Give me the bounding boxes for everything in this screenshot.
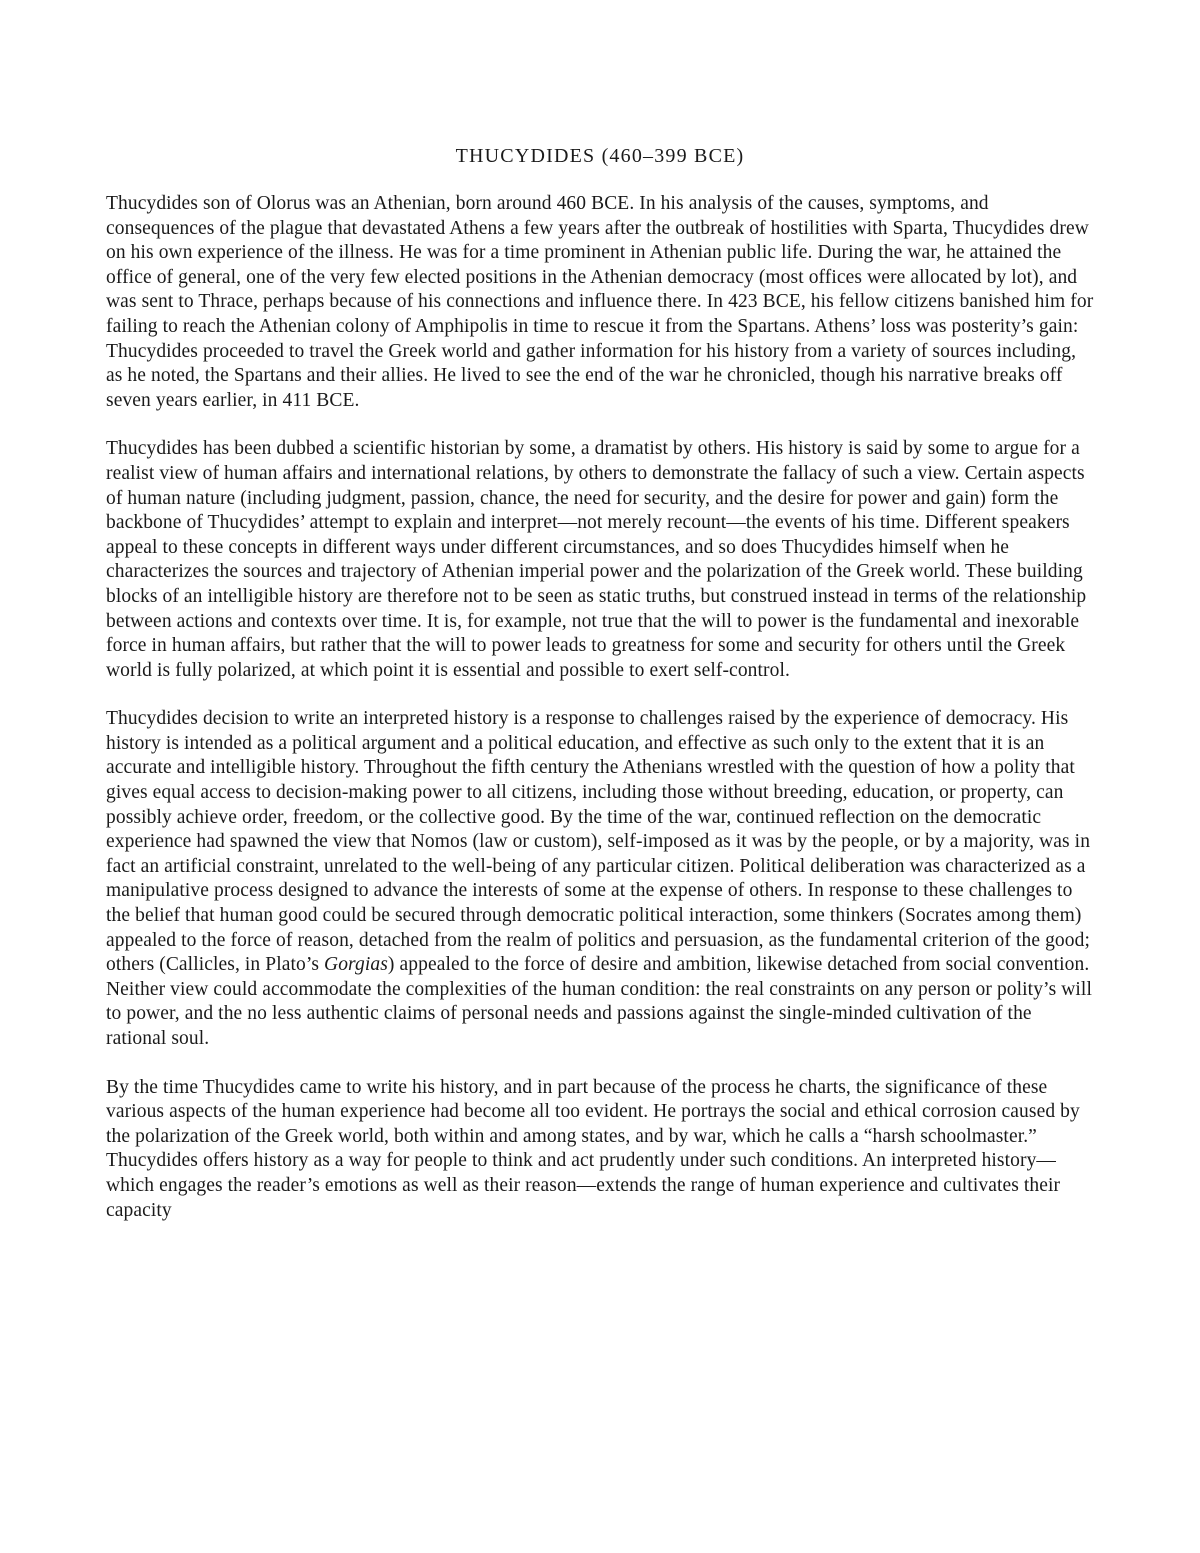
document-body xyxy=(106,192,1094,1247)
paragraph-democracy-text-after: ) appealed to the force of desire and ambition, likewise detached from social convention. Neither view could accommodate the complexities of the human condition: the real constraints on any person or polity’s will to power, and the no less authentic claims of personal needs and passions against the single-minded cultivation of the rational soul. xyxy=(106,954,1092,1049)
document-title: THUCYDIDES (460–399 BCE) xyxy=(455,145,745,167)
paragraph-democracy-text-before: Thucydides decision to write an interpreted history is a response to challenges raised by the experience of democracy. His history is intended as a political argument and a political education, and effective as such only to the extent that it is an accurate and intelligible history. Throughout the fifth century the Athenians wrestled with the question of how a polity that gives equal access to decision-making power to all citizens, including those without breeding, education, or property, can possibly achieve order, freedom, or the collective good. By the time of the war, continued reflection on the democratic experience had spawned the view that Nomos (law or custom), self-imposed as it was by the people, or by a majority, was in fact an artificial constraint, unrelated to the well-being of any particular citizen. Political deliberation was characterized as a manipulative process designed to advance the interests of some at the expense of others. In response to these challenges to the belief that human good could be secured through democratic political interaction, some thinkers (Socrates among them) appealed to the force of reason, detached from the realm of politics and persuasion, as the fundamental criterion of the good; others (Callicles, in Plato’s xyxy=(106,708,1091,976)
paragraph-biography: Thucydides son of Olorus was an Athenian, born around 460 BCE. In his analysis of the causes, symptoms, and consequences of the plague that devastated Athens a few years after the outbreak of hostilities with Sparta, Thucydides drew on his own experience of the illness. He was for a time prominent in Athenian public life. During the war, he attained the office of general, one of the very few elected positions in the Athenian democracy (most offices were allocated by lot), and was sent to Thrace, perhaps because of his connections and influence there. In 423 BCE, his fellow citizens banished him for failing to reach the Athenian colony of Amphipolis in time to rescue it from the Spartans. Athens’ loss was posterity’s gain: Thucydides proceeded to travel the Greek world and gather information for his history from a variety of sources including, as he noted, the Spartans and their allies. He lived to see the end of the war he chronicled, though his narrative breaks off seven years earlier, in 411 BCE. xyxy=(106,193,1094,411)
paragraph-interpretation: Thucydides has been dubbed a scientific historian by some, a dramatist by others. His history is said by some to argue for a realist view of human affairs and international relations, by others to demonstrate the fallacy of such a view. Certain aspects of human nature (including judgment, passion, chance, the need for security, and the desire for power and gain) form the backbone of Thucydides’ attempt to explain and interpret—not merely recount—the events of his time. Different speakers appeal to these concepts in different ways under different circumstances, and so does Thucydides himself when he characterizes the sources and trajectory of Athenian imperial power and the polarization of the Greek world. These building blocks of an intelligible history are therefore not to be seen as static truths, but construed instead in terms of the relationship between actions and contexts over time. It is, for example, not true that the will to power is the fundamental and inexorable force in human affairs, but rather that the will to power leads to greatness for some and security for others until the Greek world is fully polarized, at which point it is essential and possible to exert self-control. xyxy=(106,438,1087,681)
paragraph-history-purpose: By the time Thucydides came to write his history, and in part because of the process he charts, the significance of these various aspects of the human experience had become all too evident. He portrays the social and ethical corrosion caused by the polarization of the Greek world, both within and among states, and by war, which he calls a “harsh schoolmaster.” Thucydides offers history as a way for people to think and act prudently under such conditions. An interpreted history—which engages the reader’s emotions as well as their reason—extends the range of human experience and cultivates their capacity xyxy=(106,1076,1080,1221)
work-title-gorgias: Gorgias xyxy=(324,954,388,976)
paragraph-democracy xyxy=(106,707,1094,1051)
